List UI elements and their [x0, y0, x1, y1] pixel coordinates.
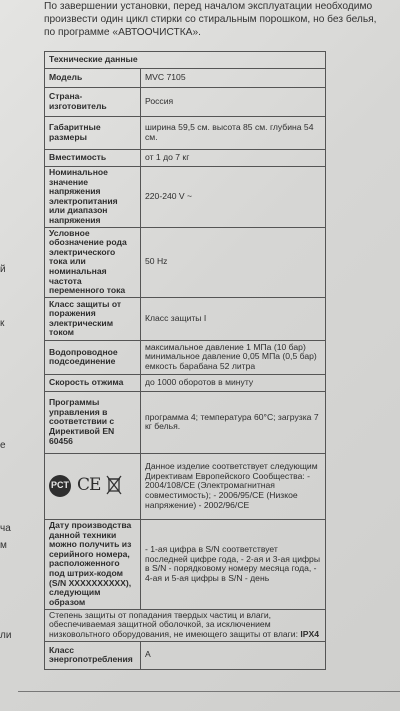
row-value-production-date: - 1-ая цифра в S/N соответствует последней цифре года, - 2-ая и 3-ая цифры в S/N - порядковому номеру месяца года, - 4-ая и 5-ая цифры в S/N - день [141, 519, 326, 609]
row-label-dimensions: Габаритные размеры [45, 117, 141, 150]
row-value-frequency: 50 Hz [141, 227, 326, 297]
row-value-programs: программа 4; температура 60°С; загрузка 7 кг белья. [141, 391, 326, 453]
row-value-voltage: 220-240 V ~ [141, 167, 326, 228]
pct-certification-mark: PCT [49, 475, 71, 497]
row-value-water-connection: максимальное давление 1 МПа (10 бар) минимальное давление 0,05 МПа (0,5 бар) емкость барабана 52 литра [141, 340, 326, 374]
intro-paragraph: По завершении установки, перед началом эксплуатации необходимо произвести один цикл стирки со стиральным порошком, но без белья, по программе «АВТООЧИСТКА». [44, 1, 377, 38]
row-label-energy-class: Класс энергопотребления [45, 641, 141, 669]
crossed-bin-icon [106, 475, 122, 498]
tech-data-table [44, 51, 326, 670]
edge-text-fragment: й [0, 264, 6, 275]
ce-mark: CE [77, 475, 101, 496]
row-label-frequency: Условное обозначение рода электрического тока или номинальная частота переменного тока [45, 227, 141, 297]
table-title: Технические данные [45, 52, 326, 69]
ip-rating-note [45, 609, 326, 641]
row-label-model: Модель [45, 69, 141, 88]
ip-rating-text: Степень защиты от попадания твердых частиц и влаги, обеспечиваемая защитной оболочкой, за исключением низковольтного оборудования, не имеющего защиты от влаги: [49, 609, 298, 640]
row-value-dimensions: ширина 59,5 см. высота 85 см. глубина 54 см. [141, 117, 326, 150]
ip-rating-code: IPX4 [300, 629, 320, 640]
row-label-protection-class: Класс защиты от поражения электрическим током [45, 297, 141, 340]
row-value-country: Россия [141, 88, 326, 117]
row-label-spin-speed: Скорость отжима [45, 374, 141, 391]
edge-text-fragment: е [0, 440, 6, 451]
row-value-energy-class: A [141, 641, 326, 669]
row-value-capacity: от 1 до 7 кг [141, 150, 326, 167]
edge-text-fragment: ли [0, 630, 12, 641]
row-label-voltage: Номинальное значение напряжения электропитания или диапазон напряжения [45, 167, 141, 228]
row-label-production-date: Дату производства данной техники можно получить из серийного номера, расположенного под штрих-кодом (S/N XXXXXXXXXX), следующим образом [45, 519, 141, 609]
row-value-spin-speed: до 1000 оборотов в минуту [141, 374, 326, 391]
row-label-capacity: Вместимость [45, 150, 141, 167]
row-label-water-connection: Водопроводное подсоединение [45, 340, 141, 374]
page-divider [18, 691, 400, 692]
certification-logos-cell [45, 453, 141, 519]
edge-text-fragment: ча [0, 523, 11, 534]
row-value-protection-class: Класс защиты I [141, 297, 326, 340]
row-value-model: MVC 7105 [141, 69, 326, 88]
row-label-country: Страна-изготовитель [45, 88, 141, 117]
edge-text-fragment: к [0, 318, 5, 329]
row-label-programs: Программы управления в соответствии с Директивой EN 60456 [45, 391, 141, 453]
row-value-directives: Данное изделие соответствует следующим Директивам Европейского Сообщества: - 2004/108/CE (Электромагнитная совместимость); - 2006/95/CE (Низкое напряжение) - 2002/96/CE [141, 453, 326, 519]
edge-text-fragment: м [0, 540, 7, 551]
